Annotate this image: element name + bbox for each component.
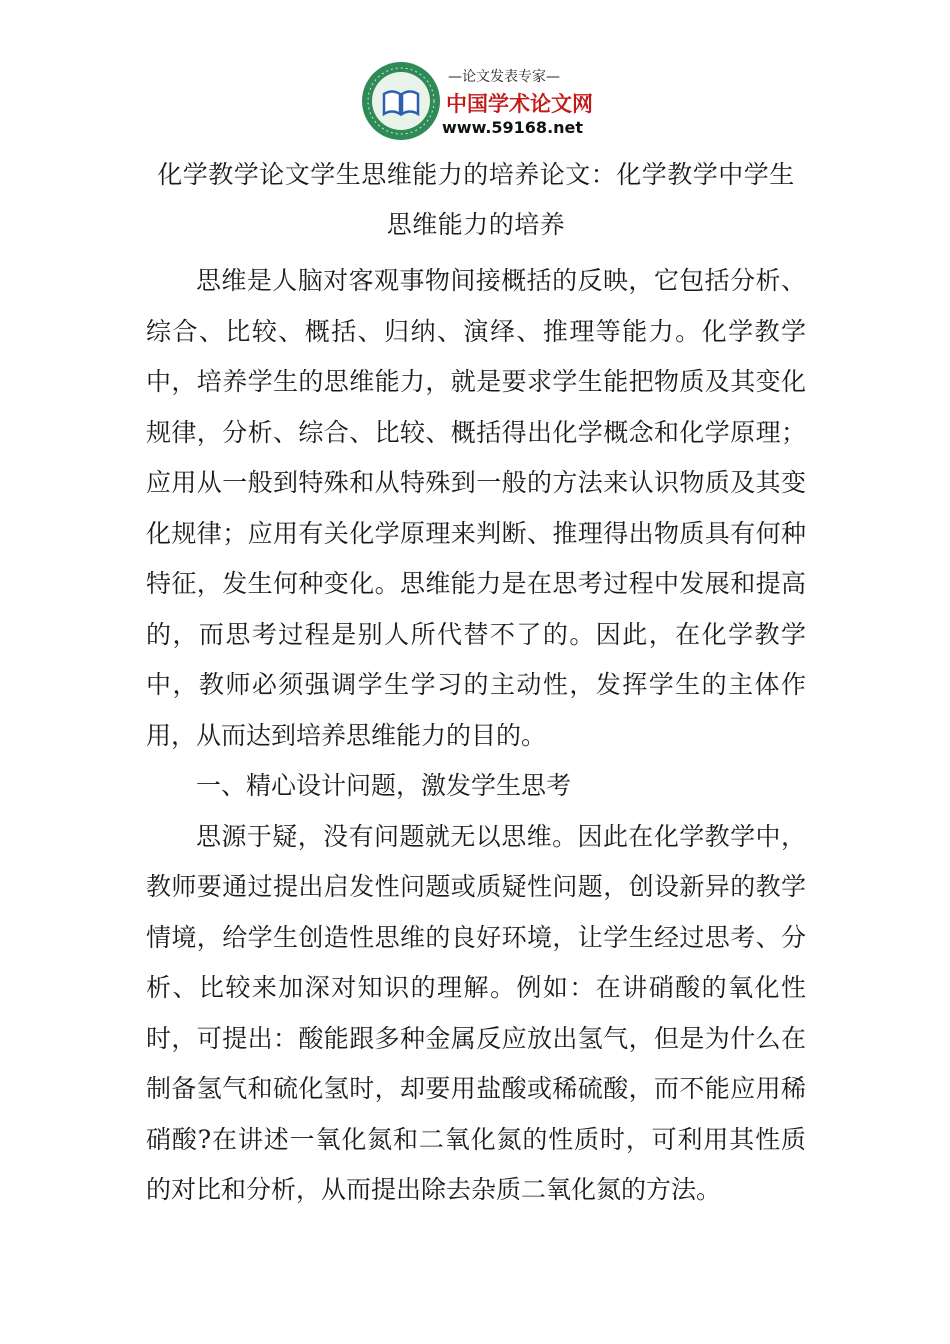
document-body	[146, 150, 806, 1216]
logo-site-name: 中国学术论文网	[446, 92, 593, 116]
book-badge-icon	[360, 60, 442, 142]
logo-url: www.59168.net	[442, 118, 584, 137]
section-heading: 一、精心设计问题，激发学生思考	[196, 771, 572, 800]
section-paragraph: 思源于疑，没有问题就无以思维。因此在化学教学中，教师要通过提出启发性问题或质疑性问题，创设新异的教学情境，给学生创造性思维的良好环境，让学生经过思考、分析、比较来加深对知识的理解。例如：在讲硝酸的氧化性时，可提出：酸能跟多种金属反应放出氢气，但是为什么在制备氢气和硫化氢时，却要用盐酸或稀硫酸，而不能应用稀硝酸?在讲述一氧化氮和二氧化氮的性质时，可利用其性质的对比和分析，从而提出除去杂质二氧化氮的方法。	[146, 821, 806, 1204]
intro-paragraph: 思维是人脑对客观事物间接概括的反映，它包括分析、综合、比较、概括、归纳、演绎、推理等能力。化学教学中，培养学生的思维能力，就是要求学生能把物质及其变化规律，分析、综合、比较、概括得出化学概念和化学原理；应用从一般到特殊和从特殊到一般的方法来认识物质及其变化规律；应用有关化学原理来判断、推理得出物质具有何种特征，发生何种变化。思维能力是在思考过程中发展和提高的，而思考过程是别人所代替不了的。因此，在化学教学中，教师必须强调学生学习的主动性，发挥学生的主体作用，从而达到培养思维能力的目的。	[146, 266, 806, 750]
document-title: 化学教学论文学生思维能力的培养论文：化学教学中学生思维能力的培养	[157, 160, 795, 239]
logo-tagline: —论文发表专家—	[448, 69, 560, 85]
site-logo	[360, 58, 592, 144]
